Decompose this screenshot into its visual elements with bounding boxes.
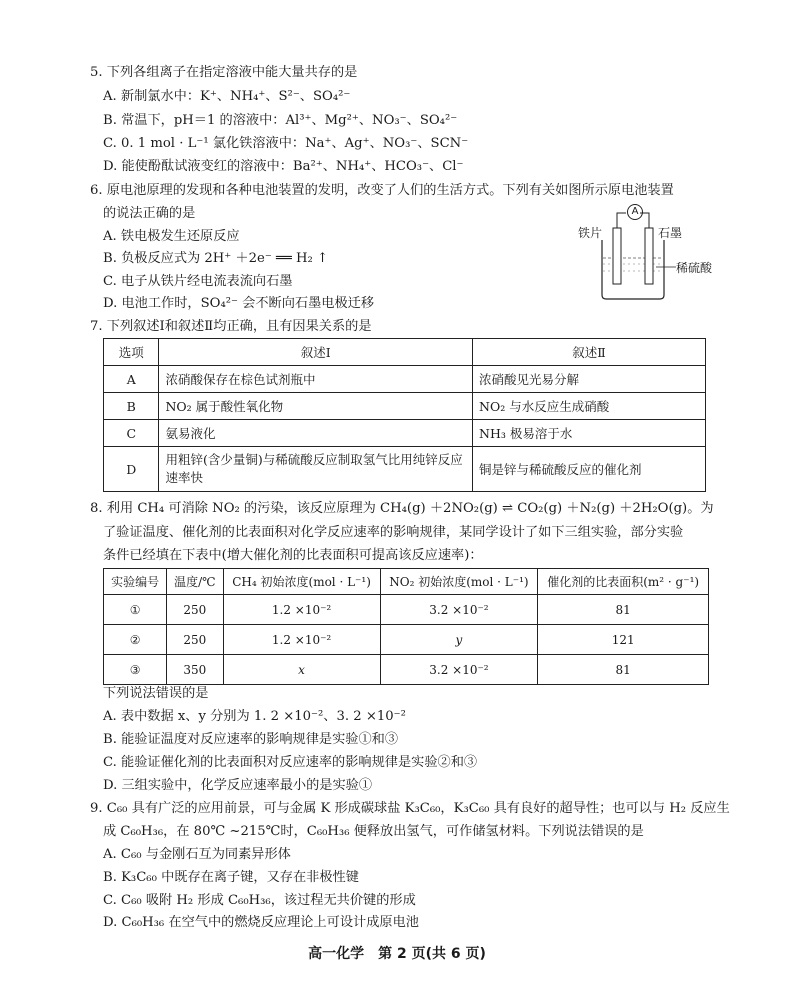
table-cell: 浓硝酸保存在棕色试剂瓶中 xyxy=(159,366,473,393)
table-cell: ① xyxy=(104,595,167,625)
table-cell: 350 xyxy=(167,655,223,685)
table-row xyxy=(104,625,709,655)
table-cell: 121 xyxy=(538,625,709,655)
label-iron-electrode: 铁片 xyxy=(578,226,603,240)
table-header-cell: CH₄ 初始浓度(mol · L⁻¹) xyxy=(223,569,380,595)
table-cell: ② xyxy=(104,625,167,655)
q5-option-c: C. 0. 1 mol · L⁻¹ 氯化铁溶液中：Na⁺、Ag⁺、NO₃⁻、SCN⁻ xyxy=(103,136,469,151)
ammeter-icon: A xyxy=(627,204,643,220)
table-header-cell: 实验编号 xyxy=(104,569,167,595)
galvanic-cell-figure xyxy=(578,200,714,305)
q8-sub-stem: 下列说法错误的是 xyxy=(103,686,209,701)
table-cell: NO₂ 属于酸性氧化物 xyxy=(159,393,473,420)
q9-stem-2: 成 C₆₀H₃₆，在 80℃ ~215℃时，C₆₀H₃₆ 便释放出氢气，可作储氢材料。下列说法错误的是 xyxy=(103,824,644,839)
table-cell: NH₃ 极易溶于水 xyxy=(473,420,706,447)
q6-option-a: A. 铁电极发生还原反应 xyxy=(103,229,240,244)
q6-stem-2: 的说法正确的是 xyxy=(103,206,196,221)
q9-option-b: B. K₃C₆₀ 中既存在离子键，又存在非极性键 xyxy=(103,870,359,885)
table-row xyxy=(104,366,706,393)
table-cell: 浓硝酸见光易分解 xyxy=(473,366,706,393)
page-footer: 高一化学 第 2 页(共 6 页) xyxy=(308,946,486,962)
table-header-cell: 选项 xyxy=(104,339,159,366)
table-cell: ③ xyxy=(104,655,167,685)
table-cell: 81 xyxy=(538,595,709,625)
table-row xyxy=(104,420,706,447)
table-row xyxy=(104,393,706,420)
label-graphite-electrode: 石墨 xyxy=(658,226,683,240)
table-header-row xyxy=(104,339,706,366)
table-cell: 3.2 ×10⁻² xyxy=(380,595,538,625)
table-row xyxy=(104,595,709,625)
table-cell: 1.2 ×10⁻² xyxy=(223,595,380,625)
table-cell: 3.2 ×10⁻² xyxy=(380,655,538,685)
q5-stem: 5. 下列各组离子在指定溶液中能大量共存的是 xyxy=(90,65,358,80)
table-header-cell: 温度/℃ xyxy=(167,569,223,595)
q9-option-a: A. C₆₀ 与金刚石互为同素异形体 xyxy=(103,847,291,862)
q8-stem-1: 8. 利用 CH₄ 可消除 NO₂ 的污染，该反应原理为 CH₄(g) ＋2NO₂(g) ⇌ CO₂(g) ＋N₂(g) ＋2H₂O(g)。为 xyxy=(90,501,714,516)
table-cell: y xyxy=(380,625,538,655)
table-header-row xyxy=(104,569,709,595)
table-cell: 1.2 ×10⁻² xyxy=(223,625,380,655)
q8-option-b: B. 能验证温度对反应速率的影响规律是实验①和③ xyxy=(103,732,399,747)
table-cell: 250 xyxy=(167,625,223,655)
table-row xyxy=(104,447,706,492)
label-dilute-sulfuric-acid: 稀硫酸 xyxy=(676,261,713,275)
table-cell: x xyxy=(223,655,380,685)
q9-stem-1: 9. C₆₀ 具有广泛的应用前景，可与金属 K 形成碳球盐 K₃C₆₀，K₃C₆₀ 具有良好的超导性；也可以与 H₂ 反应生 xyxy=(90,801,730,816)
table-header-cell: NO₂ 初始浓度(mol · L⁻¹) xyxy=(380,569,538,595)
q8-stem-2: 了验证温度、催化剂的比表面积对化学反应速率的影响规律，某同学设计了如下三组实验，部分实验 xyxy=(103,525,684,540)
q8-option-a: A. 表中数据 x、y 分别为 1. 2 ×10⁻²、3. 2 ×10⁻² xyxy=(103,709,406,724)
q8-stem-3: 条件已经填在下表中(增大催化剂的比表面积可提高该反应速率)： xyxy=(103,548,483,563)
q9-option-d: D. C₆₀H₃₆ 在空气中的燃烧反应理论上可设计成原电池 xyxy=(103,915,419,930)
table-cell: D xyxy=(104,447,159,492)
table-cell: NO₂ 与水反应生成硝酸 xyxy=(473,393,706,420)
table-cell: 铜是锌与稀硫酸反应的催化剂 xyxy=(473,447,706,492)
q8-option-c: C. 能验证催化剂的比表面积对反应速率的影响规律是实验②和③ xyxy=(103,755,478,770)
galvanic-cell-drawing xyxy=(584,200,714,305)
table-row xyxy=(104,655,709,685)
table-cell: 250 xyxy=(167,595,223,625)
q5-option-b: B. 常温下，pH＝1 的溶液中：Al³⁺、Mg²⁺、NO₃⁻、SO₄²⁻ xyxy=(103,113,458,128)
q8-table xyxy=(103,568,709,685)
table-cell: 81 xyxy=(538,655,709,685)
q6-option-c: C. 电子从铁片经电流表流向石墨 xyxy=(103,274,293,289)
table-cell: C xyxy=(104,420,159,447)
table-cell: 用粗锌(含少量铜)与稀硫酸反应制取氢气比用纯锌反应速率快 xyxy=(159,447,473,492)
table-cell: A xyxy=(104,366,159,393)
q6-option-d: D. 电池工作时，SO₄²⁻ 会不断向石墨电极迁移 xyxy=(103,296,375,311)
q6-stem-1: 6. 原电池原理的发现和各种电池装置的发明，改变了人们的生活方式。下列有关如图所示原电池装置 xyxy=(90,183,674,198)
table-cell: 氨易液化 xyxy=(159,420,473,447)
table-cell: B xyxy=(104,393,159,420)
table-header-cell: 叙述Ⅱ xyxy=(473,339,706,366)
q9-option-c: C. C₆₀ 吸附 H₂ 形成 C₆₀H₃₆，该过程无共价键的形成 xyxy=(103,893,416,908)
q7-stem: 7. 下列叙述Ⅰ和叙述Ⅱ均正确，且有因果关系的是 xyxy=(90,319,372,334)
q6-option-b: B. 负极反应式为 2H⁺ ＋2e⁻ ══ H₂ ↑ xyxy=(103,251,329,266)
q8-option-d: D. 三组实验中，化学反应速率最小的是实验① xyxy=(103,778,373,793)
table-header-cell: 催化剂的比表面积(m² · g⁻¹) xyxy=(538,569,709,595)
q5-option-a: A. 新制氯水中：K⁺、NH₄⁺、S²⁻、SO₄²⁻ xyxy=(103,89,351,104)
q5-option-d: D. 能使酚酞试液变红的溶液中：Ba²⁺、NH₄⁺、HCO₃⁻、Cl⁻ xyxy=(103,159,464,174)
q7-table xyxy=(103,338,706,492)
table-header-cell: 叙述Ⅰ xyxy=(159,339,473,366)
